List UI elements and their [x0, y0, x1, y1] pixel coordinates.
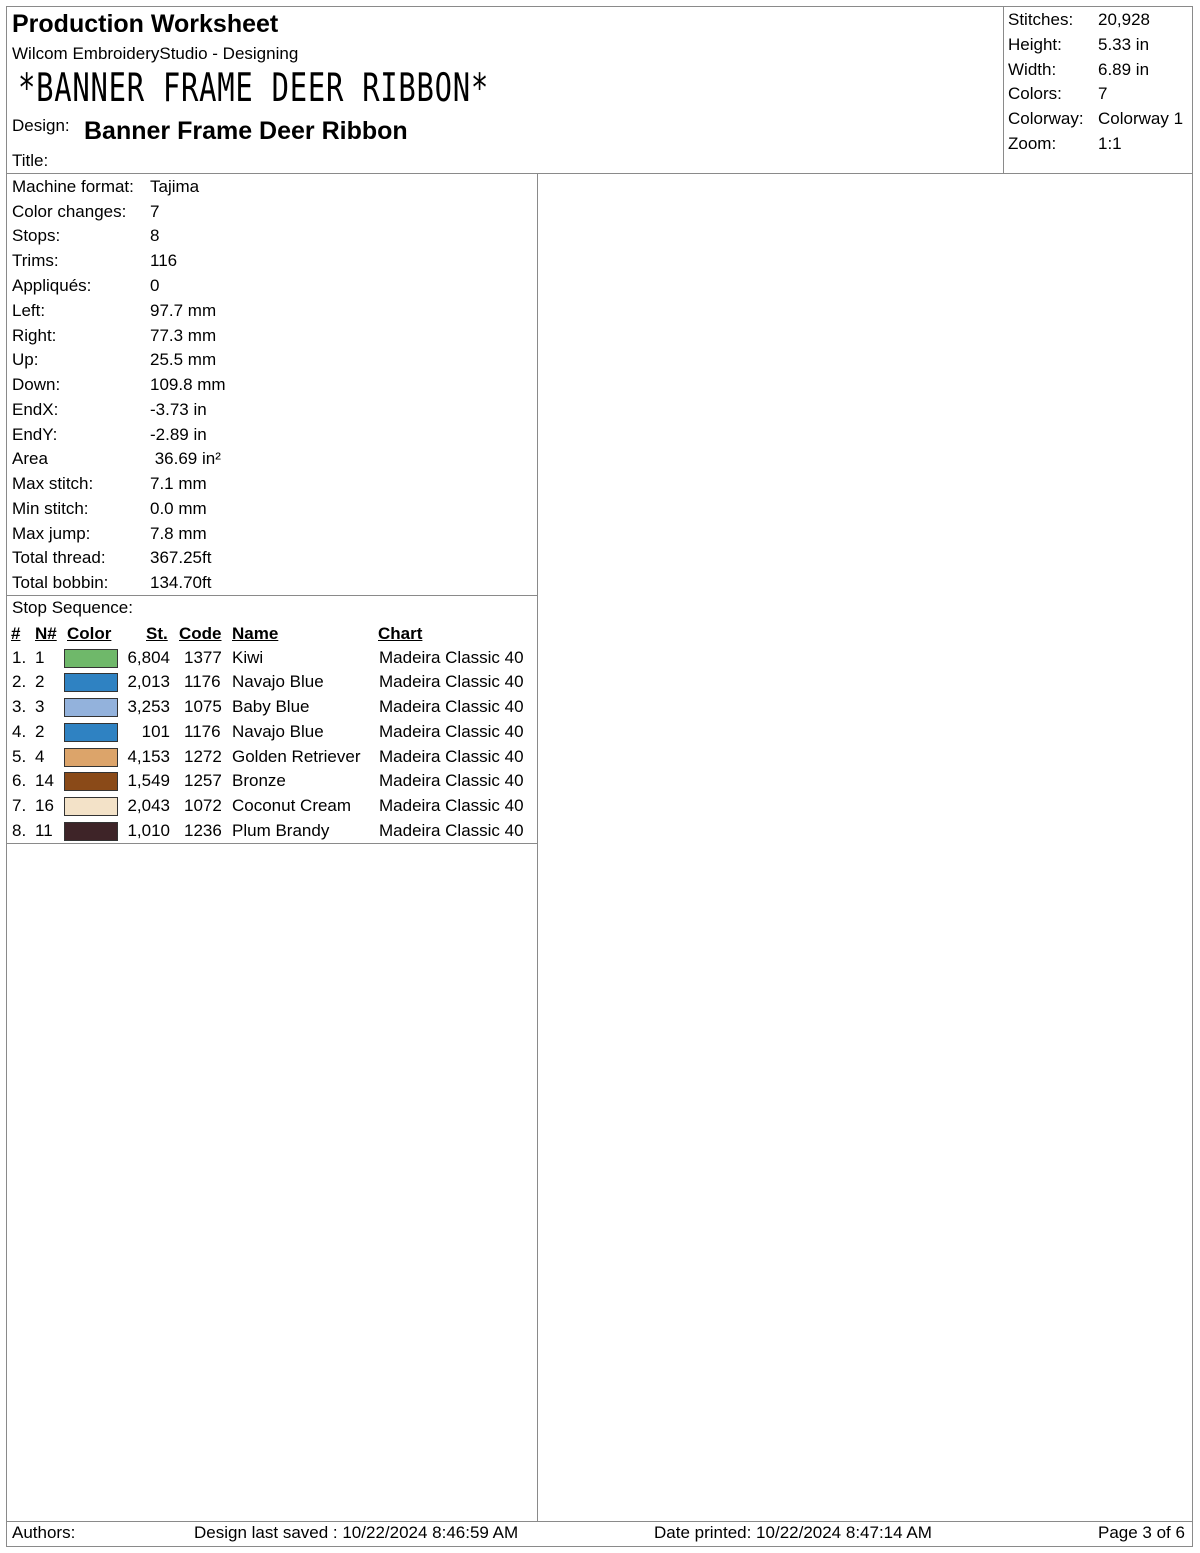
row-chart: Madeira Classic 40 [379, 747, 524, 766]
worksheet-title: Production Worksheet [12, 10, 279, 38]
row-needle: 2 [35, 672, 45, 691]
summary-label: Colors: [1008, 84, 1062, 103]
summary-label: Zoom: [1008, 134, 1057, 153]
row-chart: Madeira Classic 40 [379, 821, 524, 840]
row-stitches: 4,153 [127, 747, 170, 766]
row-code: 1075 [184, 697, 222, 716]
row-needle: 11 [35, 821, 53, 840]
row-needle: 3 [35, 697, 45, 716]
stat-label: Total thread: [12, 548, 106, 567]
row-index: 2. [12, 672, 27, 691]
stat-label: Color changes: [12, 202, 127, 221]
column-header-name: Name [232, 624, 279, 643]
stat-value: 109.8 mm [150, 375, 226, 394]
stat-value: 36.69 in² [150, 449, 221, 468]
color-swatch [64, 772, 118, 791]
column-header-needle: N# [35, 624, 57, 643]
stat-label: Stops: [12, 226, 61, 245]
row-stitches: 101 [141, 722, 170, 741]
footer-divider [6, 1521, 1193, 1522]
summary-value: Colorway 1 [1098, 109, 1184, 128]
stat-label: EndX: [12, 400, 59, 419]
summary-value: 5.33 in [1098, 35, 1150, 54]
summary-label: Stitches: [1008, 10, 1074, 29]
table-row [0, 771, 540, 796]
stat-label: Total bobbin: [12, 573, 109, 592]
summary-value: 6.89 in [1098, 60, 1150, 79]
summary-value: 20,928 [1098, 10, 1150, 29]
column-divider [537, 173, 538, 1522]
row-thread-name: Plum Brandy [232, 821, 330, 840]
row-index: 4. [12, 722, 27, 741]
table-row [0, 722, 540, 747]
color-swatch [64, 649, 118, 668]
stat-label: Area [12, 449, 48, 468]
stat-value: 0.0 mm [150, 499, 207, 518]
column-header-code: Code [179, 624, 222, 643]
stat-label: Left: [12, 301, 46, 320]
row-index: 5. [12, 747, 27, 766]
row-needle: 16 [35, 796, 54, 815]
row-thread-name: Coconut Cream [232, 796, 352, 815]
header-divider [6, 173, 1193, 174]
row-chart: Madeira Classic 40 [379, 796, 524, 815]
stat-label: Up: [12, 350, 39, 369]
table-row [0, 672, 540, 697]
row-index: 6. [12, 771, 27, 790]
column-header-stitches: St. [146, 624, 168, 643]
table-row [0, 821, 540, 846]
stat-label: Max stitch: [12, 474, 94, 493]
row-chart: Madeira Classic 40 [379, 672, 524, 691]
row-code: 1257 [184, 771, 222, 790]
row-needle: 14 [35, 771, 54, 790]
summary-label: Colorway: [1008, 109, 1084, 128]
footer-authors: Authors: [12, 1523, 76, 1542]
stat-label: Right: [12, 326, 57, 345]
color-swatch [64, 822, 118, 841]
color-swatch [64, 748, 118, 767]
row-code: 1236 [184, 821, 222, 840]
footer-page-number: Page 3 of 6 [1098, 1523, 1185, 1542]
row-chart: Madeira Classic 40 [379, 648, 524, 667]
stat-value: Tajima [150, 177, 200, 196]
color-swatch [64, 673, 118, 692]
stat-value: 77.3 mm [150, 326, 217, 345]
stat-label: Min stitch: [12, 499, 89, 518]
stat-value: 97.7 mm [150, 301, 217, 320]
stat-label: Down: [12, 375, 61, 394]
footer-last-saved: Design last saved : 10/22/2024 8:46:59 AM [194, 1523, 519, 1542]
summary-label: Width: [1008, 60, 1057, 79]
table-row [0, 747, 540, 772]
column-header-chart: Chart [378, 624, 423, 643]
table-row [0, 648, 540, 673]
row-stitches: 6,804 [127, 648, 170, 667]
row-stitches: 3,253 [127, 697, 170, 716]
stat-label: Max jump: [12, 524, 91, 543]
row-stitches: 2,043 [127, 796, 170, 815]
row-index: 3. [12, 697, 27, 716]
summary-value: 1:1 [1098, 134, 1122, 153]
stat-value: 25.5 mm [150, 350, 217, 369]
row-code: 1377 [184, 648, 222, 667]
design-filename: *BANNER FRAME DEER RIBBON* [18, 66, 489, 111]
stat-value: 7 [150, 202, 160, 221]
row-thread-name: Navajo Blue [232, 672, 324, 691]
row-stitches: 1,549 [127, 771, 170, 790]
column-header-index: # [11, 624, 21, 643]
row-index: 8. [12, 821, 27, 840]
row-needle: 4 [35, 747, 45, 766]
stat-value: 7.1 mm [150, 474, 207, 493]
column-header-color: Color [67, 624, 112, 643]
stat-label: EndY: [12, 425, 58, 444]
row-chart: Madeira Classic 40 [379, 697, 524, 716]
row-thread-name: Kiwi [232, 648, 264, 667]
row-stitches: 1,010 [127, 821, 170, 840]
stop-sequence-label: Stop Sequence: [12, 598, 133, 617]
summary-value: 7 [1098, 84, 1108, 103]
row-needle: 2 [35, 722, 45, 741]
stat-value: 7.8 mm [150, 524, 207, 543]
stat-value: 116 [150, 251, 178, 270]
row-chart: Madeira Classic 40 [379, 722, 524, 741]
row-code: 1176 [184, 722, 221, 741]
stat-label: Trims: [12, 251, 59, 270]
row-code: 1176 [184, 672, 221, 691]
design-label: Design: [12, 116, 70, 135]
table-row [0, 796, 540, 821]
stat-value: 134.70ft [150, 573, 212, 592]
row-code: 1272 [184, 747, 222, 766]
row-chart: Madeira Classic 40 [379, 771, 524, 790]
stat-value: 367.25ft [150, 548, 212, 567]
row-stitches: 2,013 [127, 672, 170, 691]
color-swatch [64, 797, 118, 816]
footer-date-printed: Date printed: 10/22/2024 8:47:14 AM [654, 1523, 932, 1542]
summary-divider [1003, 6, 1004, 174]
row-index: 1. [12, 648, 27, 667]
summary-label: Height: [1008, 35, 1062, 54]
table-row [0, 697, 540, 722]
row-thread-name: Golden Retriever [232, 747, 361, 766]
row-index: 7. [12, 796, 27, 815]
color-swatch [64, 698, 118, 717]
stat-value: -2.89 in [150, 425, 207, 444]
row-thread-name: Navajo Blue [232, 722, 324, 741]
stat-label: Machine format: [12, 177, 134, 196]
title-label: Title: [12, 151, 49, 170]
row-thread-name: Bronze [232, 771, 286, 790]
row-code: 1072 [184, 796, 222, 815]
stat-value: 0 [150, 276, 160, 295]
stat-label: Appliqués: [12, 276, 92, 295]
row-thread-name: Baby Blue [232, 697, 310, 716]
app-name: Wilcom EmbroideryStudio - Designing [12, 44, 299, 63]
stats-divider [6, 595, 538, 596]
stat-value: 8 [150, 226, 160, 245]
stat-value: -3.73 in [150, 400, 207, 419]
design-name: Banner Frame Deer Ribbon [84, 117, 408, 145]
row-needle: 1 [35, 648, 45, 667]
color-swatch [64, 723, 118, 742]
